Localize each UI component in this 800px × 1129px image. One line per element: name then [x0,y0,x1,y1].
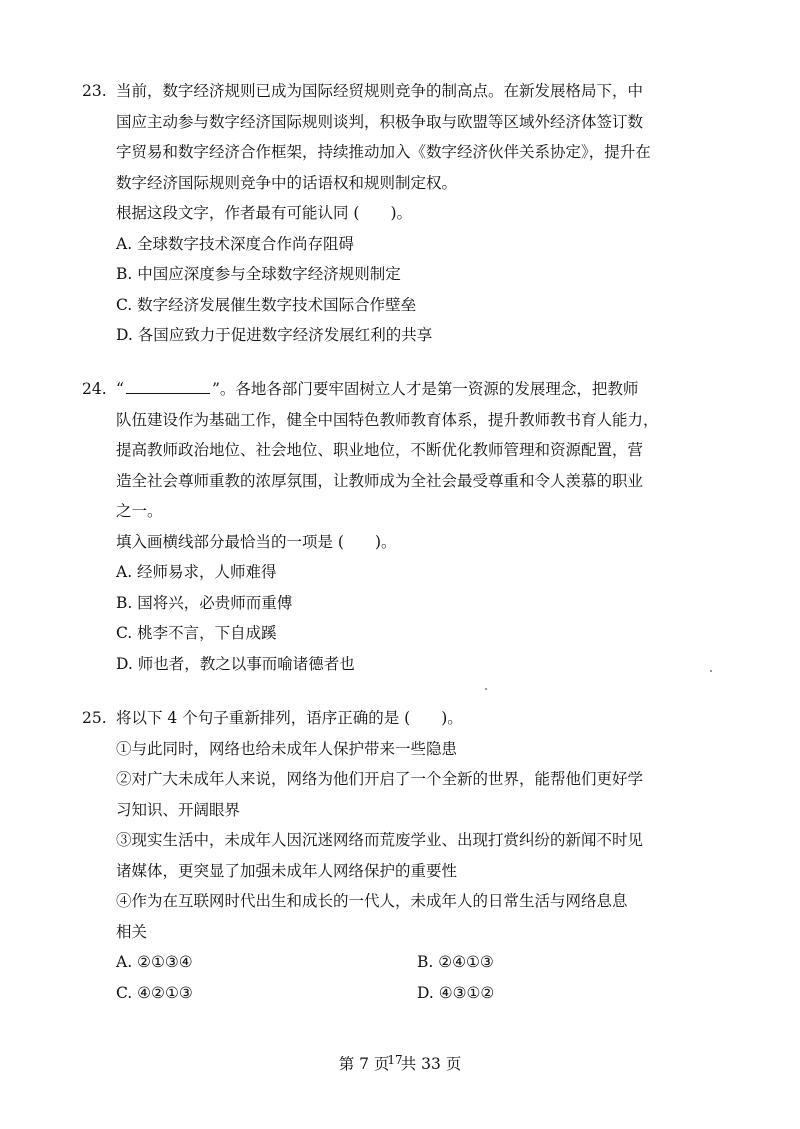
question-stem-line: 国应主动参与数字经济国际规则谈判，积极争取与欧盟等区域外经济体签订数 [116,112,644,131]
sentence-1: ①与此同时，网络也给未成年人保护带来一些隐患 [116,739,458,758]
sentence-2-continued: 习知识、开阔眼界 [116,800,241,819]
page-footer [0,1052,800,1077]
question-stem-line: 队伍建设作为基础工作，健全中国特色教师教育体系，提升教师教书育人能力， [116,410,659,429]
question-24 [82,374,718,679]
question-stem-line: ”。各地各部门要牢固树立人才是第一资源的发展理念，把教师 [211,380,639,398]
open-quote: “ [116,380,124,398]
question-number: 24. [82,380,107,398]
question-stem-line: 提高教师政治地位、社会地位、职业地位，不断优化教师管理和资源配置，营 [116,441,644,459]
question-23 [82,76,718,351]
sentence-4-continued: 相关 [116,922,148,941]
option-a: A. 全球数字技术深度合作尚存阻碍 [116,234,355,253]
option-b: B. ②④①③ [417,953,494,971]
question-stem-line: 数字经济国际规则竞争中的话语权和规则制定权。 [116,173,458,192]
option-b: B. 中国应深度参与全球数字经济规则制定 [116,265,401,283]
question-number: 23. [82,82,107,100]
page-stamp: 17 [387,1053,403,1067]
option-c: C. 数字经济发展催生数字技术国际合作壁垒 [116,295,417,314]
question-stem-line: 字贸易和数字经济合作框架，持续推动加入《数字经济伙伴关系协定》，提升在 [116,143,651,161]
question-stem-line: 造全社会尊师重教的浓厚氛围，让教师成为全社会最受尊重和令人羡慕的职业 [116,471,644,490]
question-prompt: 根据这段文字，作者最有可能认同 ( )。 [116,204,413,222]
option-d: D. 各国应致力于促进数字经济发展红利的共享 [116,326,433,344]
scan-speck [485,688,487,690]
option-a: A. ②①③④ [116,953,193,971]
option-a: A. 经师易求，人师难得 [116,563,277,581]
question-number: 25. [82,709,107,727]
option-d: D. 师也者，教之以事而喻诸德者也 [116,654,355,673]
fill-in-blank [126,376,210,394]
option-b: B. 国将兴，必贵师而重傅 [116,593,293,612]
option-c: C. ④②①③ [116,983,193,1002]
question-prompt: 填入画横线部分最恰当的一项是 ( )。 [116,532,397,551]
sentence-3: ③现实生活中，未成年人因沉迷网络而荒废学业、出现打赏纠纷的新闻不时见 [116,831,644,849]
question-stem-line: 之一。 [116,502,163,520]
sentence-4: ④作为在互联网时代出生和成长的一代人，未成年人的日常生活与网络息息 [116,892,628,910]
question-25 [82,703,718,1008]
sentence-3-continued: 诸媒体，更突显了加强未成年人网络保护的重要性 [116,861,458,880]
total-pages: 共 33 页 [400,1055,462,1073]
sentence-2: ②对广大未成年人来说，网络为他们开启了一个全新的世界，能帮他们更好学 [116,770,644,788]
scan-speck [710,670,712,672]
option-d: D. ④③①② [417,983,495,1002]
question-stem-line: 当前，数字经济规则已成为国际经贸规则竞争的制高点。在新发展格局下，中 [116,82,644,100]
page-number: 第 7 页 [338,1055,390,1073]
question-prompt: 将以下 4 个句子重新排列，语序正确的是 ( )。 [116,709,463,727]
option-c: C. 桃李不言，下自成蹊 [116,624,277,642]
